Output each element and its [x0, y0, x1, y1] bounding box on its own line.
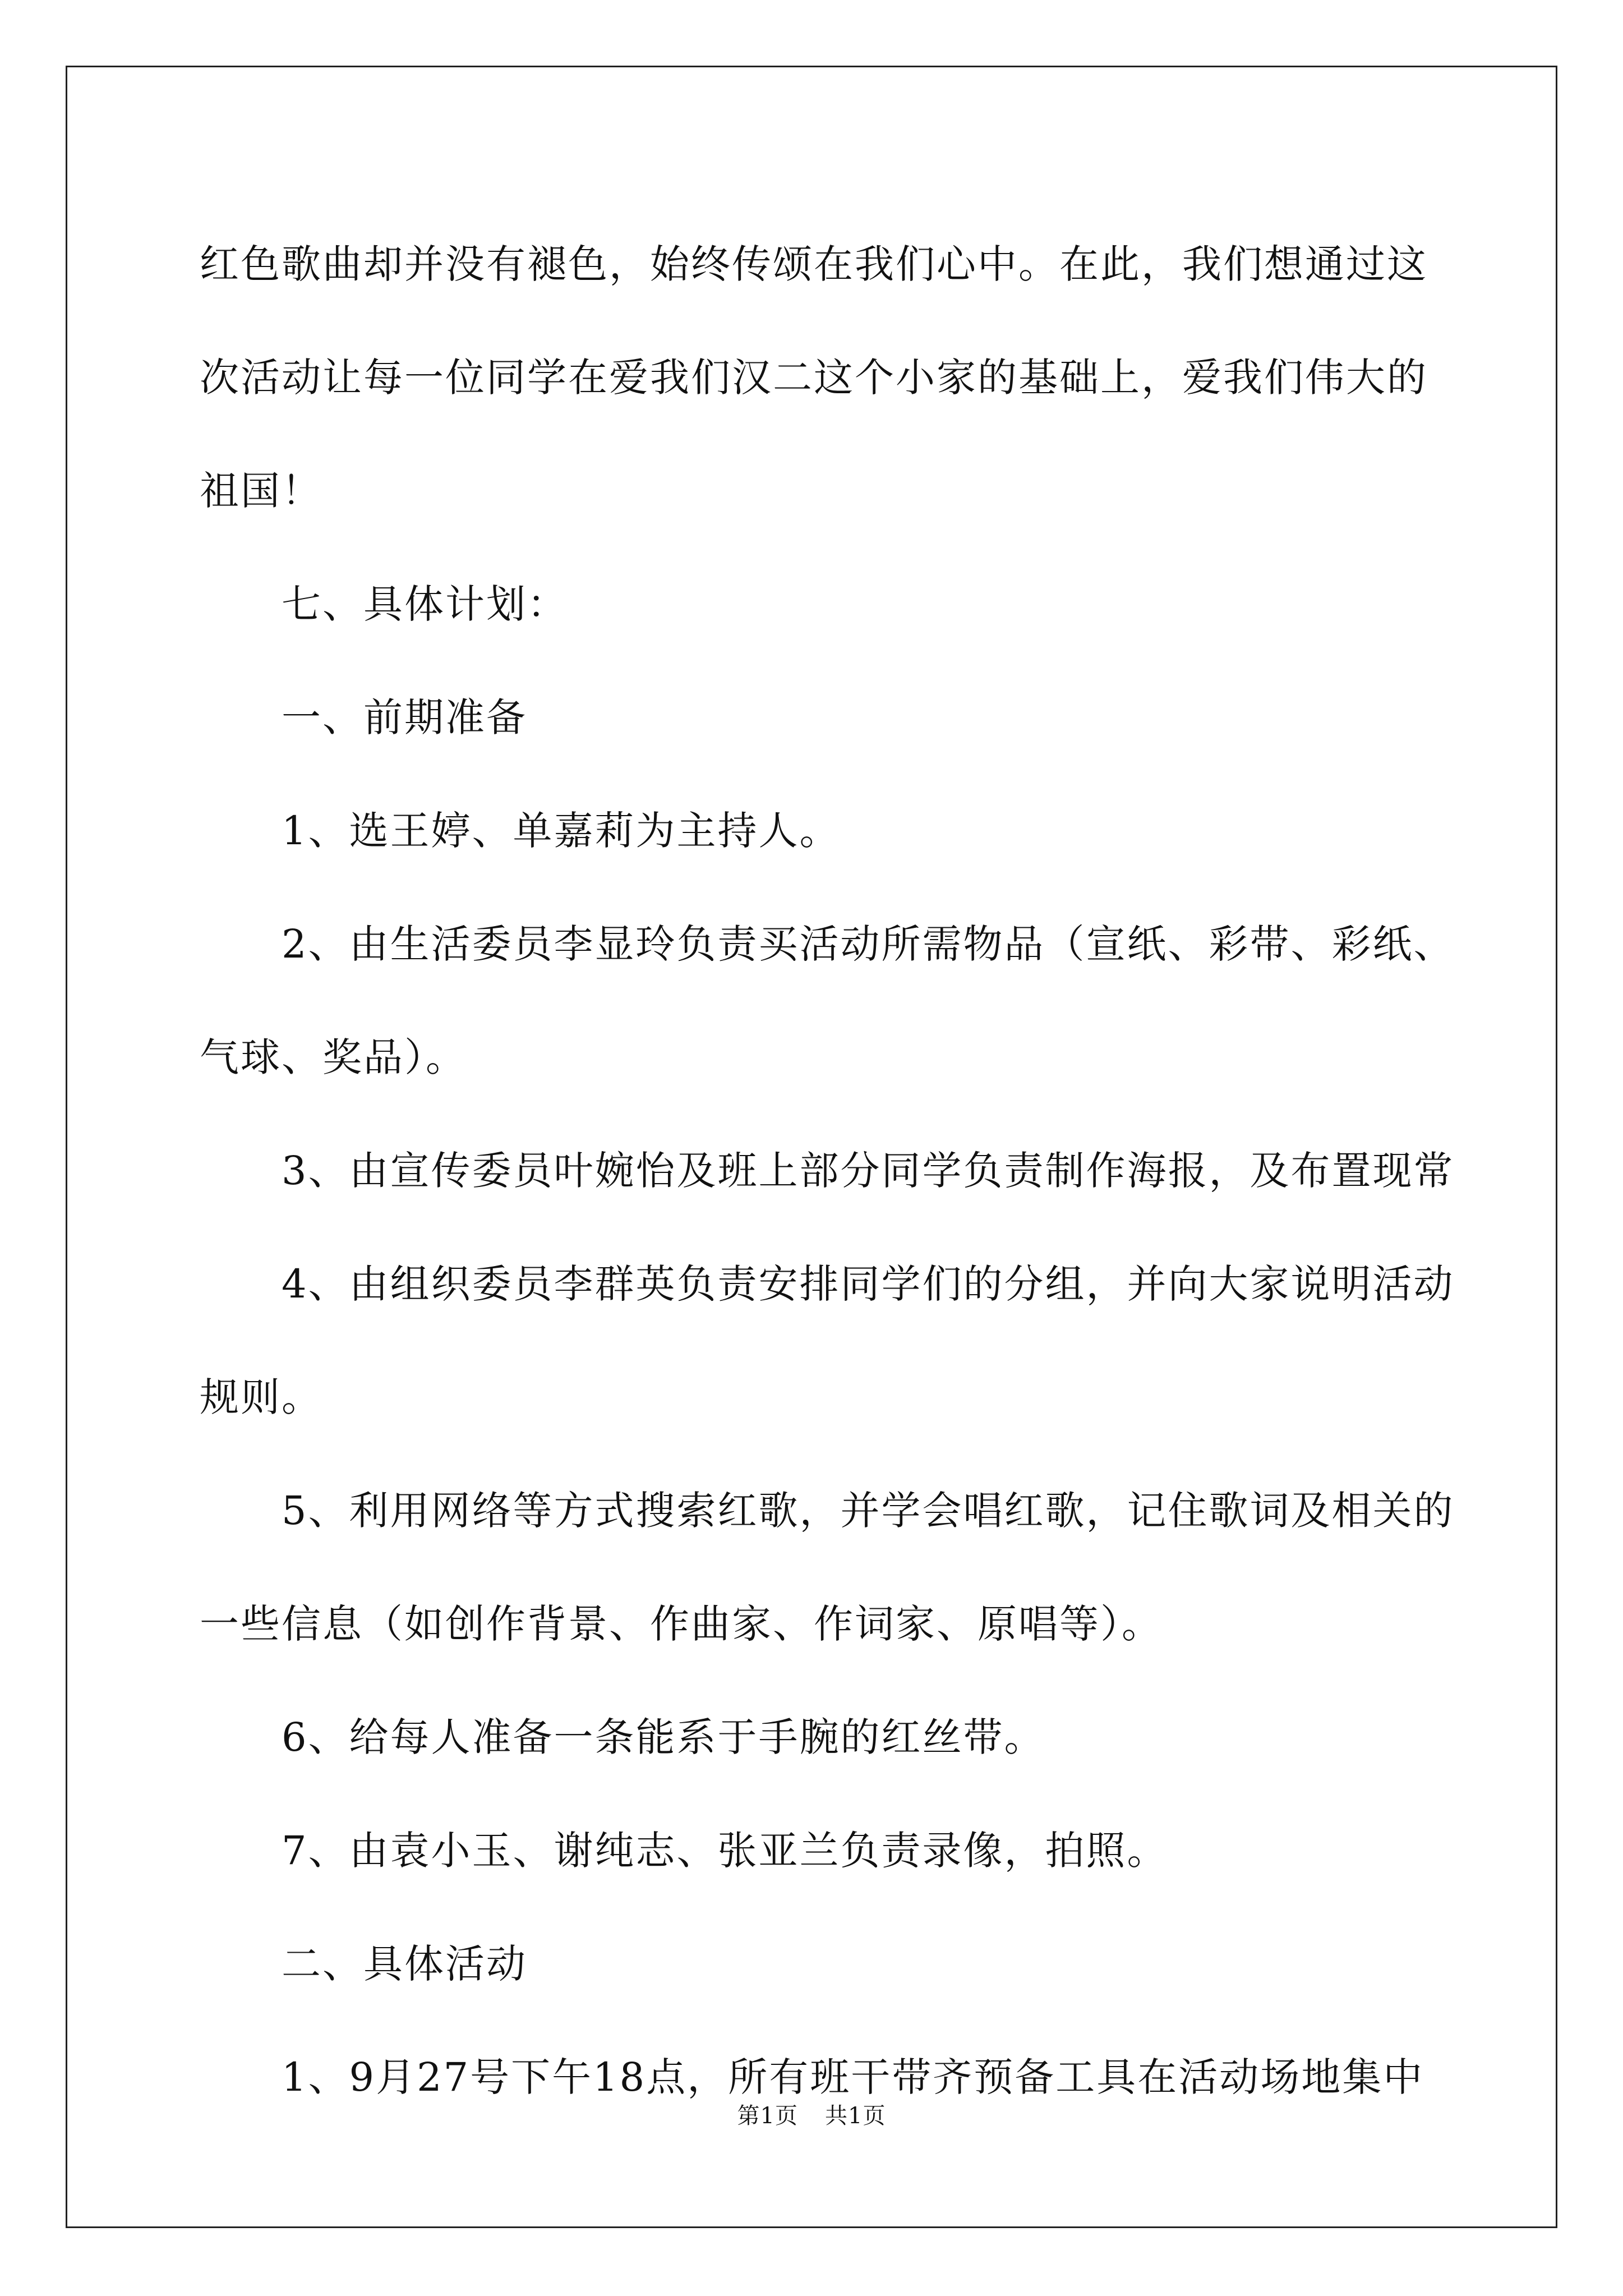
document-body: [200, 208, 1478, 2134]
page-number: 第1页: [737, 2103, 798, 2129]
list-item-continuation: 气球、奖品）。: [200, 1034, 467, 1080]
list-item: 4、由组织委员李群英负责安排同学们的分组，并向大家说明活动: [282, 1261, 1455, 1307]
page-footer: [0, 2098, 1623, 2130]
list-item-continuation: 规则。: [200, 1374, 322, 1420]
list-item: 2、由生活委员李显玲负责买活动所需物品（宣纸、彩带、彩纸、: [282, 921, 1455, 967]
list-item: 1、选王婷、单嘉莉为主持人。: [282, 808, 841, 854]
paragraph-line: 红色歌曲却并没有褪色，始终传颂在我们心中。在此，我们想通过这: [200, 241, 1428, 287]
list-item: 3、由宣传委员叶婉怡及班上部分同学负责制作海报，及布置现常: [282, 1148, 1455, 1194]
subsection-heading-activities: 二、具体活动: [282, 1941, 527, 1987]
list-item: 7、由袁小玉、谢纯志、张亚兰负责录像，拍照。: [282, 1828, 1168, 1874]
subsection-heading-preparation: 一、前期准备: [282, 694, 527, 740]
section-heading-plan: 七、具体计划：: [282, 581, 568, 627]
list-item-continuation: 一些信息（如创作背景、作曲家、作词家、原唱等）。: [200, 1601, 1163, 1647]
list-item: 1、9月27号下午18点，所有班干带齐预备工具在活动场地集中: [282, 2054, 1424, 2100]
list-item: 5、利用网络等方式搜索红歌，并学会唱红歌，记住歌词及相关的: [282, 1488, 1455, 1534]
list-item: 6、给每人准备一条能系于手腕的红丝带。: [282, 1714, 1045, 1760]
paragraph-line: 祖国！: [200, 468, 322, 514]
page-total: 共1页: [825, 2103, 886, 2129]
paragraph-line: 次活动让每一位同学在爱我们汉二这个小家的基础上，爱我们伟大的: [200, 355, 1428, 401]
